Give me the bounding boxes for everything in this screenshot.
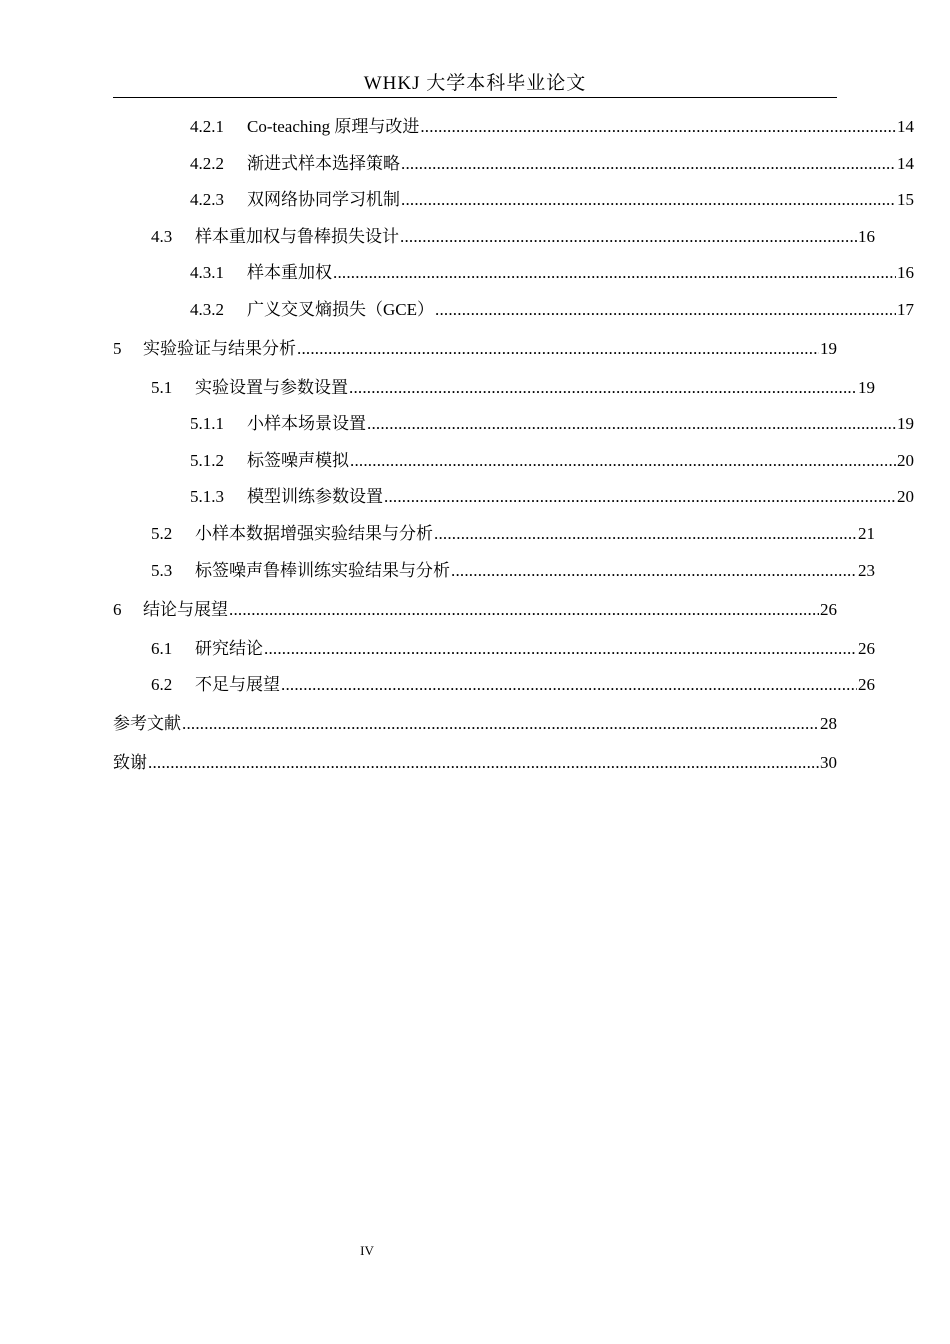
toc-entry-page: 21 <box>858 524 875 543</box>
toc-dot-leader <box>435 297 896 323</box>
page-header <box>113 70 837 98</box>
page-number: IV <box>360 1243 374 1258</box>
toc-entry[interactable] <box>113 558 875 584</box>
toc-entry-number: 6.2 <box>151 675 173 694</box>
toc-entry-page: 16 <box>858 227 875 246</box>
toc-entry-page: 20 <box>897 451 914 470</box>
toc-dot-leader <box>434 521 857 547</box>
toc-entry-number: 4.2.1 <box>190 117 224 136</box>
toc-entry-number: 5.1.1 <box>190 414 224 433</box>
toc-dot-leader <box>182 711 819 737</box>
toc-entry-title: 标签噪声鲁棒训练实验结果与分析 <box>195 561 450 580</box>
toc-entry-number: 5.1.3 <box>190 487 224 506</box>
toc-dot-leader <box>349 375 857 401</box>
toc-dot-leader <box>401 151 896 177</box>
toc-dot-leader <box>451 558 857 584</box>
toc-entry[interactable] <box>113 521 875 547</box>
toc-entry-page: 15 <box>897 190 914 209</box>
toc-entry-page: 17 <box>897 300 914 319</box>
toc-entry-title: 不足与展望 <box>195 675 280 694</box>
toc-entry[interactable] <box>113 484 914 510</box>
toc-entry-title: 渐进式样本选择策略 <box>247 154 400 173</box>
toc-entry-page: 16 <box>897 263 914 282</box>
toc-entry-title: 小样本场景设置 <box>247 414 366 433</box>
toc-dot-leader <box>367 411 896 437</box>
toc-entry-title: 小样本数据增强实验结果与分析 <box>195 524 433 543</box>
toc-entry-title: 标签噪声模拟 <box>247 451 349 470</box>
toc-entry-title: 样本重加权与鲁棒损失设计 <box>195 227 399 246</box>
toc-entry-page: 19 <box>820 339 837 358</box>
toc-entry[interactable] <box>113 151 914 177</box>
toc-entry-page: 20 <box>897 487 914 506</box>
toc-entry[interactable] <box>113 297 914 323</box>
toc-entry-number: 5.1.2 <box>190 451 224 470</box>
toc-entry[interactable] <box>113 224 875 250</box>
toc-entry[interactable] <box>113 597 837 623</box>
header-title: WHKJ 大学本科毕业论文 <box>363 73 587 94</box>
toc-entry-page: 19 <box>858 378 875 397</box>
toc-entry-title: 研究结论 <box>195 639 263 658</box>
toc-entry-title: 实验验证与结果分析 <box>143 339 296 358</box>
toc-entry-page: 30 <box>820 753 837 772</box>
toc-dot-leader <box>400 224 857 250</box>
toc-entry-number: 5.2 <box>151 524 173 543</box>
toc-entry-title: 结论与展望 <box>143 600 228 619</box>
toc-entry[interactable] <box>113 636 875 662</box>
toc-entry[interactable] <box>113 375 875 401</box>
toc-entry-page: 26 <box>858 639 875 658</box>
toc-entry[interactable] <box>113 750 837 776</box>
toc-entry-number: 4.3.1 <box>190 263 224 282</box>
toc-entry-title: 模型训练参数设置 <box>247 487 383 506</box>
toc-entry-number: 4.3 <box>151 227 173 246</box>
toc-entry-title: Co-teaching 原理与改进 <box>247 117 420 136</box>
toc-entry-title: 样本重加权 <box>247 263 332 282</box>
toc-entry[interactable] <box>113 336 837 362</box>
header-rule <box>113 97 837 98</box>
toc-dot-leader <box>297 336 819 362</box>
toc-dot-leader <box>281 672 857 698</box>
toc-entry-page: 14 <box>897 154 914 173</box>
toc-entry[interactable] <box>113 260 914 286</box>
toc-dot-leader <box>401 187 896 213</box>
toc-dot-leader <box>229 597 819 623</box>
toc-entry-page: 26 <box>820 600 837 619</box>
toc-dot-leader <box>350 448 896 474</box>
toc-entry[interactable] <box>113 448 914 474</box>
toc-entry[interactable] <box>113 672 875 698</box>
toc-entry-title: 致谢 <box>113 753 147 772</box>
toc-entry-page: 14 <box>897 117 914 136</box>
toc-dot-leader <box>384 484 896 510</box>
toc-entry-number: 6 <box>113 600 122 619</box>
toc-entry-number: 5.1 <box>151 378 173 397</box>
toc-entry-page: 28 <box>820 714 837 733</box>
toc-entry-number: 4.2.3 <box>190 190 224 209</box>
toc-entry-title: 双网络协同学习机制 <box>247 190 400 209</box>
toc-entry-page: 26 <box>858 675 875 694</box>
toc-entry-page: 23 <box>858 561 875 580</box>
toc-entry-number: 6.1 <box>151 639 173 658</box>
toc-entry-page: 19 <box>897 414 914 433</box>
toc-entry[interactable] <box>113 711 837 737</box>
toc-entry-number: 4.3.2 <box>190 300 224 319</box>
toc-entry-title: 广义交叉熵损失（GCE） <box>247 300 434 319</box>
toc-entry[interactable] <box>113 114 914 140</box>
toc-dot-leader <box>333 260 896 286</box>
toc-entry-number: 4.2.2 <box>190 154 224 173</box>
toc-entry[interactable] <box>113 187 914 213</box>
toc-dot-leader <box>264 636 857 662</box>
toc-entry-number: 5 <box>113 339 122 358</box>
toc-dot-leader <box>148 750 819 776</box>
toc-entry-title: 参考文献 <box>113 714 181 733</box>
toc-entry-number: 5.3 <box>151 561 173 580</box>
toc-entry[interactable] <box>113 411 914 437</box>
toc-entry-title: 实验设置与参数设置 <box>195 378 348 397</box>
toc-dot-leader <box>420 114 896 140</box>
